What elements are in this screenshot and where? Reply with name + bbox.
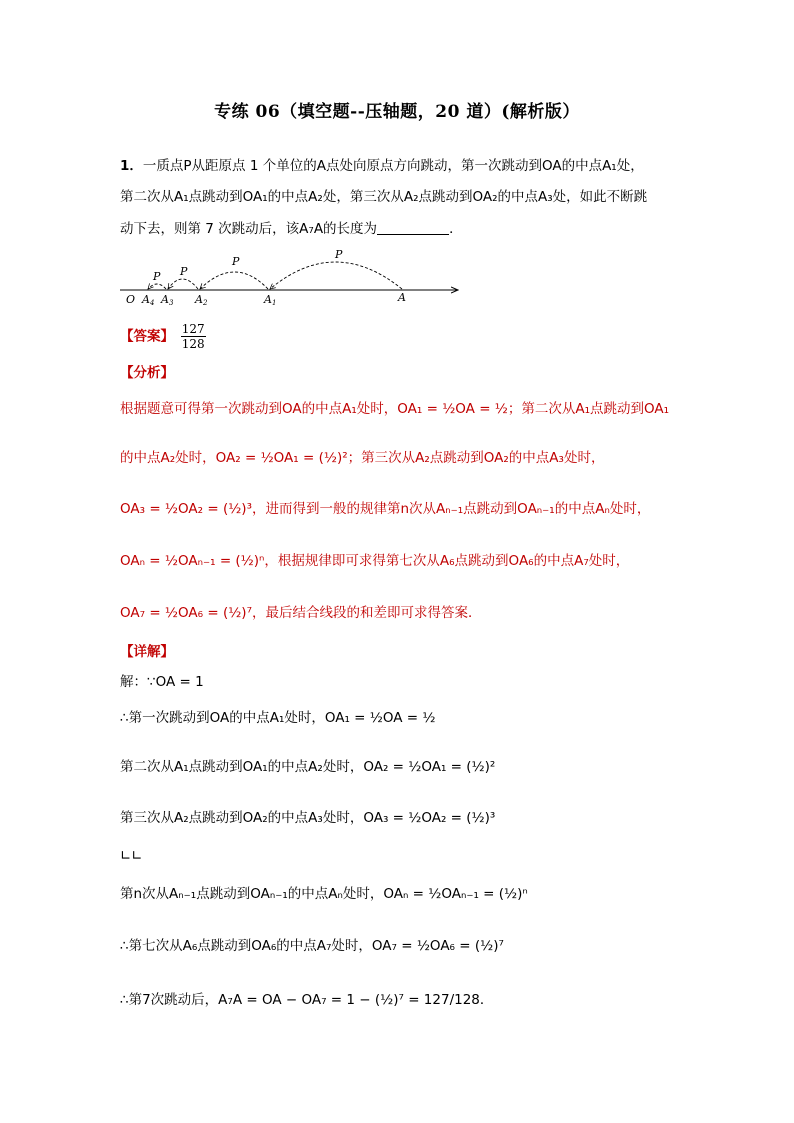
label-p-4: P bbox=[153, 270, 161, 283]
answer-fraction bbox=[181, 323, 206, 350]
jump-arc-4 bbox=[148, 284, 166, 289]
answer-blank bbox=[377, 222, 449, 235]
detail-line-6: ∴第7次跳动后，A₇A = OA − OA₇ = 1 − (½)⁷ = 127/128． bbox=[120, 992, 494, 1008]
label-a2: A2 bbox=[195, 293, 208, 307]
label-p-2: P bbox=[232, 255, 240, 268]
answer-tag-text: 【答案】 bbox=[120, 328, 174, 345]
label-p-3: P bbox=[180, 265, 188, 278]
answer-tag bbox=[120, 323, 208, 350]
detail-line-2: 第二次从A₁点跳动到OA₁的中点A₂处时，OA₂ = ½OA₁ = (½)² bbox=[120, 759, 496, 775]
jump-arc-1 bbox=[270, 262, 402, 289]
analysis-tag: 【分析】 bbox=[120, 365, 174, 381]
question-text-3: 动下去，则第 7 次跳动后，该A₇A的长度为 bbox=[120, 221, 378, 237]
analysis-line-1: 根据题意可得第一次跳动到OA的中点A₁处时，OA₁ = ½OA = ½；第二次从A₁点跳动到OA₁ bbox=[120, 401, 670, 417]
detail-line-0: 解：∵OA = 1 bbox=[120, 674, 204, 690]
label-a: A bbox=[398, 291, 406, 304]
question-line-1 bbox=[120, 160, 644, 174]
analysis-line-2: 的中点A₂处时，OA₂ = ½OA₁ = (½)²；第三次从A₂点跳动到OA₂的中点A₃处时， bbox=[120, 450, 605, 466]
label-a4: A4 bbox=[142, 293, 155, 307]
detail-tag: 【详解】 bbox=[120, 644, 174, 660]
detail-line-5: ∴第七次从A₆点跳动到OA₆的中点A₇处时，OA₇ = ½OA₆ = (½)⁷ bbox=[120, 938, 504, 954]
number-line-figure bbox=[110, 245, 470, 307]
label-o: O bbox=[126, 293, 136, 306]
page-title: 专练 06（填空题--压轴题，20 道）(解析版） bbox=[214, 102, 580, 122]
jump-arc-2 bbox=[200, 272, 268, 289]
question-line-3 bbox=[120, 222, 463, 237]
jump-arc-3 bbox=[168, 279, 198, 289]
analysis-line-4: OAₙ = ½OAₙ₋₁ = (½)ⁿ，根据规律即可求得第七次从A₆点跳动到OA₆的中点A₇处时， bbox=[120, 553, 630, 569]
detail-line-3: 第三次从A₂点跳动到OA₂的中点A₃处时，OA₃ = ½OA₂ = (½)³ bbox=[120, 810, 496, 826]
label-p-1: P bbox=[335, 248, 343, 261]
analysis-line-5: OA₇ = ½OA₆ = (½)⁷，最后结合线段的和差即可求得答案． bbox=[120, 605, 482, 621]
question-text-3-end: ． bbox=[449, 221, 463, 237]
answer-denominator: 128 bbox=[181, 337, 205, 351]
question-line-2: 第二次从A₁点跳动到OA₁的中点A₂处，第三次从A₂点跳动到OA₂的中点A₃处，如此不断跳 bbox=[120, 189, 648, 205]
label-a3: A3 bbox=[161, 293, 174, 307]
question-text-1: 一质点P从距原点 1 个单位的A点处向原点方向跳动，第一次跳动到OA的中点A₁处， bbox=[142, 158, 644, 174]
answer-numerator: 127 bbox=[181, 322, 205, 336]
detail-line-4: 第n次从Aₙ₋₁点跳动到OAₙ₋₁的中点Aₙ处时，OAₙ = ½OAₙ₋₁ = (½)ⁿ bbox=[120, 886, 528, 902]
question-number: 1． bbox=[120, 158, 143, 174]
detail-line-ellipsis: ∟∟ bbox=[120, 848, 143, 864]
label-a1: A1 bbox=[264, 293, 277, 307]
detail-line-1: ∴第一次跳动到OA的中点A₁处时，OA₁ = ½OA = ½ bbox=[120, 710, 436, 726]
analysis-line-3: OA₃ = ½OA₂ = (½)³，进而得到一般的规律第n次从Aₙ₋₁点跳动到OAₙ₋₁的中点Aₙ处时， bbox=[120, 501, 651, 517]
